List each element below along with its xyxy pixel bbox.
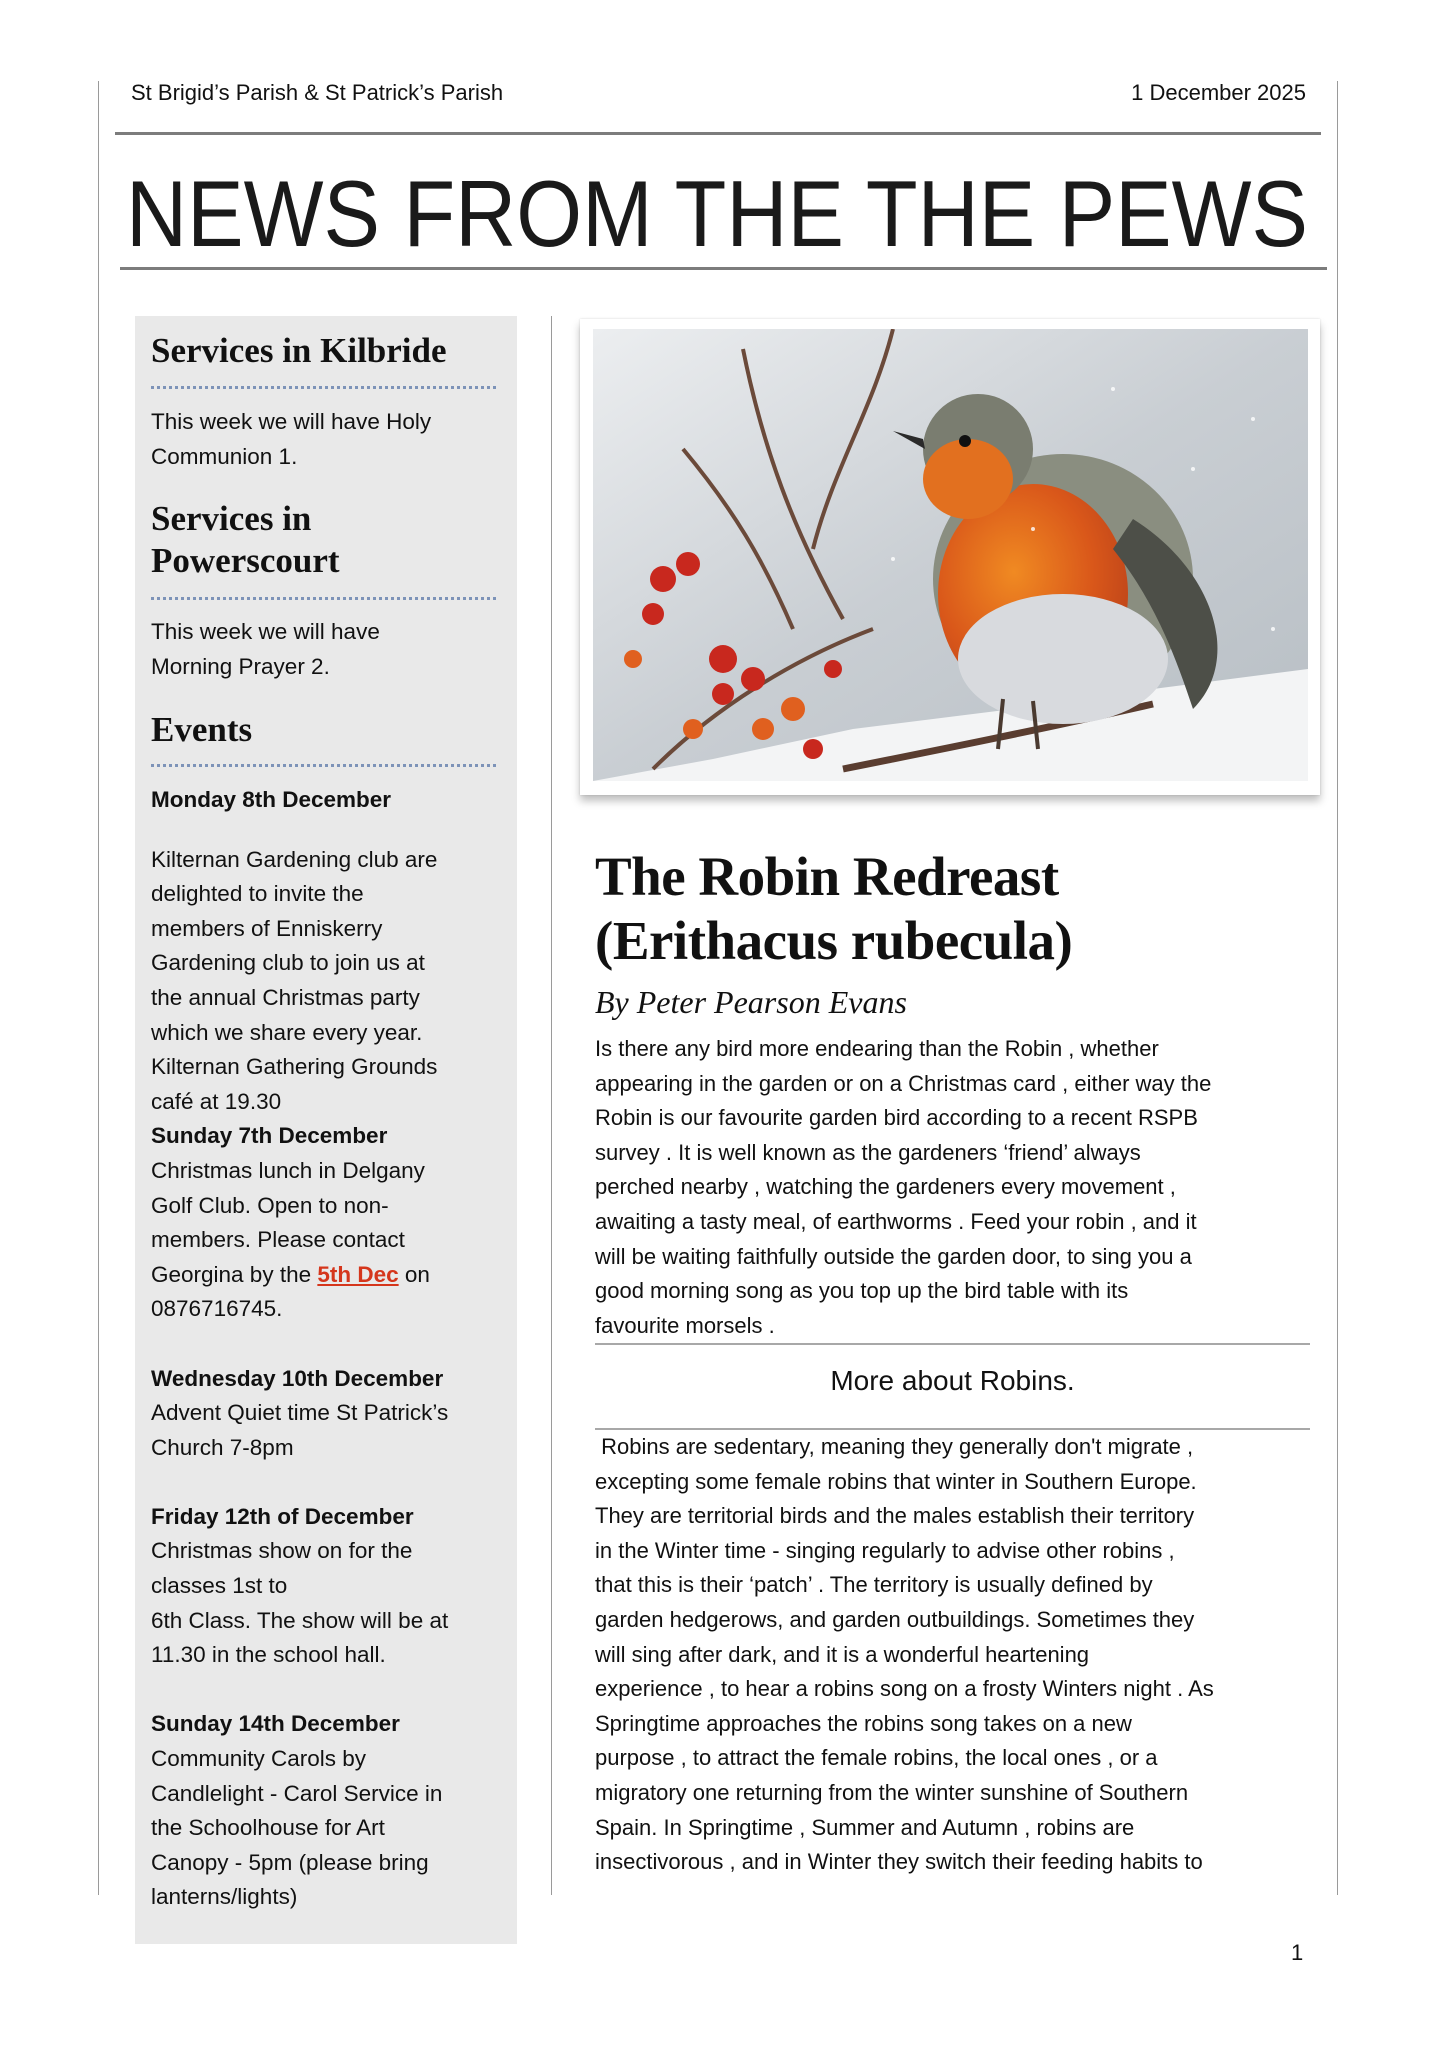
text-line: the annual Christmas party — [151, 984, 420, 1010]
text-line: This week we will have Holy — [151, 409, 432, 434]
text-line: Spain. In Springtime , Summer and Autumn , robins are — [595, 1814, 1135, 1840]
text-line: favourite morsels . — [595, 1312, 775, 1338]
issue-date: 1 December 2025 — [1131, 80, 1306, 105]
event-title: Sunday 14th December — [151, 1711, 400, 1737]
text-line: experience , to hear a robins song on a frosty Winters night . As — [595, 1676, 1214, 1702]
heading-kilbride: Services in Kilbride — [151, 331, 447, 370]
header-rule — [115, 132, 1321, 135]
article-byline: By Peter Pearson Evans — [595, 984, 907, 1020]
dotted-divider — [151, 597, 496, 600]
events-list — [151, 783, 511, 1915]
page-number: 1 — [1291, 1940, 1304, 1965]
text-line: Community Carols by — [151, 1746, 367, 1772]
text-line: excepting some female robins that winter in Southern Europe. — [595, 1468, 1197, 1494]
text-line: delighted to invite the — [151, 881, 364, 907]
text-line: Candlelight - Carol Service in — [151, 1780, 443, 1806]
phone-number: 0876716745. — [151, 1296, 283, 1322]
section-heading: More about Robins. — [830, 1365, 1075, 1396]
text: Georgina by the — [151, 1261, 318, 1287]
masthead-title: NEWS FROM THE THE PEWS — [126, 161, 1308, 260]
text-line: will be waiting faithfully outside the garden door, to sing you a — [595, 1243, 1192, 1269]
text-line: lanterns/lights) — [151, 1884, 298, 1910]
robin-painting — [593, 329, 1308, 781]
article-more — [595, 1430, 1325, 1880]
text-line: Christmas lunch in Delgany — [151, 1157, 425, 1183]
text-line: Christmas show on for the — [151, 1538, 413, 1564]
heading-events: Events — [151, 710, 253, 749]
title-line: The Robin Redreast — [595, 846, 1059, 907]
text-line: classes 1st to — [151, 1573, 288, 1599]
text-line: Communion 1. — [151, 443, 298, 469]
text-line: Golf Club. Open to non- — [151, 1192, 389, 1218]
masthead-rule — [120, 267, 1327, 270]
event-title: Wednesday 10th December — [151, 1365, 444, 1391]
text-line: Morning Prayer 2. — [151, 653, 330, 679]
masthead — [126, 160, 1312, 260]
section-rule — [595, 1343, 1310, 1345]
text-line: awaiting a tasty meal, of earthworms . Feed your robin , and it — [595, 1208, 1197, 1234]
text-line: insectivorous , and in Winter they switch their feeding habits to — [595, 1849, 1203, 1875]
article-intro — [595, 1032, 1325, 1343]
text-line: purpose , to attract the female robins, the local ones , or a — [595, 1745, 1158, 1771]
heading-line: Powerscourt — [151, 541, 340, 580]
text-line: members. Please contact — [151, 1227, 405, 1253]
text-line: Robins are sedentary, meaning they generally don't migrate , — [595, 1434, 1194, 1459]
text-line: Kilternan Gardening club are — [151, 846, 438, 872]
column-divider — [551, 316, 552, 1895]
dotted-divider — [151, 764, 496, 767]
text-line: Kilternan Gathering Grounds — [151, 1054, 438, 1080]
heading-line: Services in — [151, 499, 312, 538]
text-line: Gardening club to join us at — [151, 950, 425, 976]
kilbride-text — [151, 405, 511, 474]
text-line: migratory one returning from the winter sunshine of Southern — [595, 1779, 1189, 1805]
text-line: members of Enniskerry — [151, 915, 383, 941]
dotted-divider — [151, 386, 496, 389]
title-line: (Erithacus rubecula) — [595, 910, 1073, 971]
text-line: Church 7-8pm — [151, 1434, 294, 1460]
text-line: in the Winter time - singing regularly to advise other robins , — [595, 1537, 1175, 1563]
deadline-link[interactable]: 5th Dec — [317, 1261, 399, 1287]
text-line: Canopy - 5pm (please bring — [151, 1849, 429, 1875]
page-border-right — [1337, 81, 1338, 1895]
text-line: perched nearby , watching the gardeners every movement , — [595, 1174, 1176, 1200]
text-line: This week we will have — [151, 619, 380, 644]
text-line: Advent Quiet time St Patrick’s — [151, 1400, 449, 1426]
contact-line — [151, 1258, 511, 1293]
text-line: Is there any bird more endearing than the Robin , whether — [595, 1036, 1159, 1061]
text: on — [398, 1261, 430, 1287]
text-line: the Schoolhouse for Art — [151, 1815, 385, 1841]
event-title: Friday 12th of December — [151, 1503, 414, 1529]
text-line: They are territorial birds and the males establish their territory — [595, 1503, 1195, 1529]
text-line: that this is their ‘patch’ . The territory is usually defined by — [595, 1572, 1153, 1598]
event-title: Monday 8th December — [151, 787, 392, 812]
parish-name: St Brigid’s Parish & St Patrick’s Parish — [131, 80, 504, 105]
text-line: appearing in the garden or on a Christmas card , either way the — [595, 1070, 1212, 1096]
text-line: will sing after dark, and it is a wonderful heartening — [595, 1641, 1090, 1667]
text-line: good morning song as you top up the bird table with its — [595, 1278, 1129, 1304]
text-line: which we share every year. — [151, 1019, 423, 1045]
article-title — [595, 845, 1072, 973]
text-line: 11.30 in the school hall. — [151, 1642, 386, 1668]
robin-photo-frame — [580, 319, 1320, 795]
event-title: Sunday 7th December — [151, 1123, 388, 1149]
text-line: 6th Class. The show will be at — [151, 1607, 449, 1633]
text-line: survey . It is well known as the gardeners ‘friend’ always — [595, 1139, 1141, 1165]
text-line: garden hedgerows, and garden outbuildings. Sometimes they — [595, 1606, 1195, 1632]
heading-powerscourt — [151, 498, 340, 582]
text-line: café at 19.30 — [151, 1088, 282, 1114]
text-line: Robin is our favourite garden bird according to a recent RSPB — [595, 1105, 1198, 1131]
page-border-left — [98, 81, 99, 1895]
powerscourt-text — [151, 615, 511, 684]
text-line: Springtime approaches the robins song takes on a new — [595, 1710, 1132, 1736]
